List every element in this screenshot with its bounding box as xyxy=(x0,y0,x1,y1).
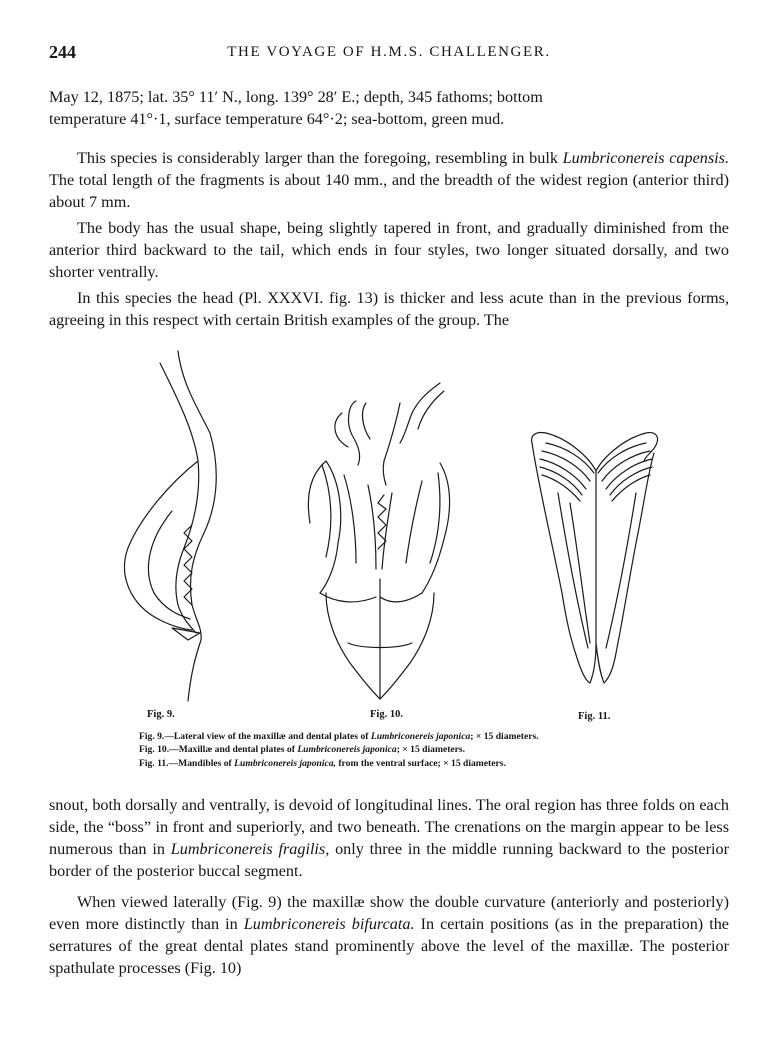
upper-text xyxy=(49,147,729,331)
caption-fig10-scale: ; × 15 diameters. xyxy=(396,744,466,756)
running-header xyxy=(49,42,729,66)
paragraph-lateral-view xyxy=(49,891,729,979)
species-name-capensis: Lumbriconereis capensis. xyxy=(562,149,729,167)
fig10-maxillae-drawing xyxy=(308,383,449,699)
caption-fig10-species: Lumbriconereis japonica xyxy=(297,744,397,756)
fig10-label: Fig. 10. xyxy=(370,709,403,720)
caption-fig11-text: Fig. 11.—Mandibles of xyxy=(139,757,235,769)
figure-plate xyxy=(100,343,700,708)
fig11-mandibles-drawing xyxy=(532,432,658,683)
fig9-label: Fig. 9. xyxy=(147,709,175,720)
caption-fig9-species: Lumbriconereis japonica xyxy=(370,731,471,742)
paragraph-size-text-2: The total length of the fragments is about 140 mm., and the breadth of the widest region (anterior third) about 7 mm. xyxy=(49,171,729,211)
species-name-bifurcata: Lumbriconereis bifurcata. xyxy=(243,915,415,933)
caption-fig11 xyxy=(139,757,539,770)
caption-fig9-scale: ; × 15 diameters. xyxy=(470,731,539,742)
figure-drawings xyxy=(100,343,700,708)
running-title: THE VOYAGE OF H.M.S. CHALLENGER. xyxy=(227,44,551,60)
fig11-label: Fig. 11. xyxy=(578,711,611,722)
paragraph-snout-text: snout, both dorsally and ventrally, is devoid of longitudinal lines. The oral region has three folds on each side, the “boss” in front and superiorly, and two beneath. The crenations on the margin appear to be less numerous than in xyxy=(49,796,729,858)
caption-fig11-species: Lumbriconereis japonica, xyxy=(234,757,336,769)
paragraph-snout xyxy=(49,794,729,882)
station-line-2: temperature 41°·1, surface temperature 64°·2; sea-bottom, green mud. xyxy=(49,110,505,128)
caption-fig9-text: Fig. 9.—Lateral view of the maxillæ and dental plates of xyxy=(139,731,371,742)
page-number: 244 xyxy=(49,42,76,62)
paragraph-body-shape: The body has the usual shape, being slightly tapered in front, and gradually diminished from the anterior third backward to the tail, which ends in four styles, two longer situated dorsally, and two shorter ventrally. xyxy=(49,219,729,281)
caption-fig10 xyxy=(139,743,539,756)
species-name-fragilis: Lumbriconereis fragilis, xyxy=(170,840,330,858)
caption-fig11-scale: from the ventral surface; × 15 diameters. xyxy=(335,757,506,769)
lower-text xyxy=(49,794,729,979)
paragraph-lateral-text-2: In certain positions (as in the preparation) the serratures of the great dental plates stand prominently above the level of the maxillæ. The posterior spathulate processes (Fig. 10) xyxy=(49,915,729,977)
paragraph-head: In this species the head (Pl. XXXVI. fig. 13) is thicker and less acute than in the previous forms, agreeing in this respect with certain British examples of the group. The xyxy=(49,289,729,329)
paragraph-size xyxy=(49,147,729,213)
figure-captions xyxy=(139,730,539,770)
station-block xyxy=(49,86,729,130)
caption-fig9 xyxy=(139,730,539,743)
paragraph-snout-text-2: only three in the middle running backward to the posterior border of the posterior buccal segment. xyxy=(49,840,729,880)
paragraph-lateral-text: When viewed laterally (Fig. 9) the maxillæ show the double curvature (anteriorly and posteriorly) even more distinctly than in xyxy=(49,893,729,933)
paragraph-size-text: This species is considerably larger than the foregoing, resembling in bulk xyxy=(77,149,558,167)
station-line-1: May 12, 1875; lat. 35° 11′ N., long. 139° 28′ E.; depth, 345 fathoms; bottom xyxy=(49,88,543,106)
fig9-lateral-maxilla-drawing xyxy=(125,351,217,701)
caption-fig10-text: Fig. 10.—Maxillæ and dental plates of xyxy=(139,744,298,756)
